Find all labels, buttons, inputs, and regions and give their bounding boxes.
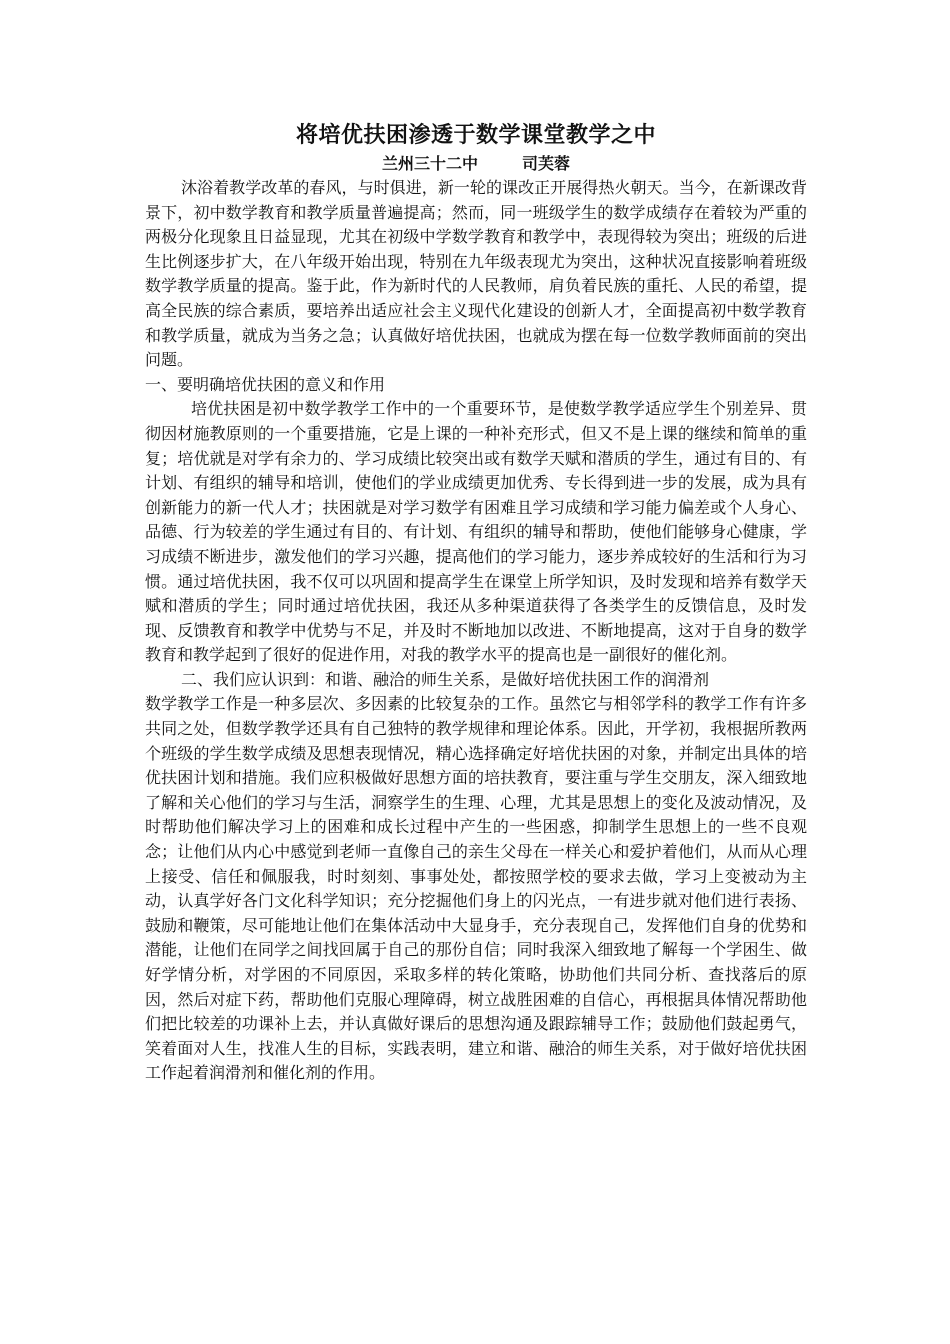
- document-page: [145, 120, 807, 1086]
- intro-paragraph: 沐浴着教学改革的春风，与时俱进，新一轮的课改正开展得热火朝天。当今，在新课改背景下，初中数学教育和教学质量普遍提高；然而，同一班级学生的数学成绩存在着较为严重的两极分化现象且日益显现，尤其在初级中学数学教育和教学中，表现得较为突出；班级的后进生比例逐步扩大，在八年级开始出现，特别在九年级表现尤为突出，这种状况直接影响着班级数学教学质量的提高。鉴于此，作为新时代的人民教师，肩负着民族的重托、人民的希望，提高全民族的综合素质，要培养出适应社会主义现代化建设的创新人才，全面提高初中数学教育和教学质量，就成为当务之急；认真做好培优扶困，也就成为摆在每一位数学教师面前的突出问题。: [145, 178, 807, 370]
- byline: [145, 152, 807, 176]
- section-2-heading: 二、我们应认识到：和谐、融洽的师生关系，是做好培优扶困工作的润滑剂: [181, 669, 710, 689]
- author-name: 司芙蓉: [522, 154, 571, 173]
- school-name: 兰州三十二中: [381, 154, 478, 173]
- section-2-paragraph: 数学教学工作是一种多层次、多因素的比较复杂的工作。虽然它与相邻学科的教学工作有许多共同之处，但数学教学还具有自己独特的教学规律和理论体系。因此，开学初，我根据所教两个班级的学生数学成绩及思想表现情况，精心选择确定好培优扶困的对象，并制定出具体的培优扶困计划和措施。我们应积极做好思想方面的培扶教育，要注重与学生交朋友，深入细致地了解和关心他们的学习与生活，洞察学生的生理、心理，尤其是思想上的变化及波动情况，及时帮助他们解决学习上的困难和成长过程中产生的一些困惑，抑制学生思想上的一些不良观念；让他们从内心中感觉到老师一直像自己的亲生父母在一样关心和爱护着他们，从而从心理上接受、信任和佩服我，时时刻刻、事事处处，都按照学校的要求去做，学习上变被动为主动，认真学好各门文化科学知识；充分挖掘他们身上的闪光点，一有进步就对他们进行表扬、鼓励和鞭策，尽可能地让他们在集体活动中大显身手，充分表现自己，发挥他们自身的优势和潜能，让他们在同学之间找回属于自己的那份自信；同时我深入细致地了解每一个学困生、做好学情分析，对学困的不同原因，采取多样的转化策略，协助他们共同分析、查找落后的原因，然后对症下药，帮助他们克服心理障碍，树立战胜困难的自信心，再根据具体情况帮助他们把比较差的功课补上去，并认真做好课后的思想沟通及跟踪辅导工作；鼓励他们鼓起勇气，笑着面对人生，找准人生的目标，实践表明，建立和谐、融洽的师生关系，对于做好培优扶困工作起着润滑剂和催化剂的作用。: [145, 694, 807, 1083]
- section-1-paragraph: 培优扶困是初中数学教学工作中的一个重要环节，是使数学教学适应学生个别差异、贯彻因材施教原则的一个重要措施，它是上课的一种补充形式，但又不是上课的继续和简单的重复；培优就是对学有余力的、学习成绩比较突出或有数学天赋和潜质的学生，通过有目的、有计划、有组织的辅导和培训，使他们的学业成绩更加优秀、专长得到进一步的发展，成为具有创新能力的新一代人才；扶困就是对学习数学有困难且学习成绩和学习能力偏差或个人身心、品德、行为较差的学生通过有目的、有计划、有组织的辅导和帮助，使他们能够身心健康，学习成绩不断进步，激发他们的学习兴趣，提高他们的学习能力，逐步养成较好的生活和行为习惯。通过培优扶困，我不仅可以巩固和提高学生在课堂上所学知识，及时发现和培养有数学天赋和潜质的学生；同时通过培优扶困，我还从多种渠道获得了各类学生的反馈信息，及时发现、反馈教育和教学中优势与不足，并及时不断地加以改进、不断地提高，这对于自身的数学教育和教学起到了很好的促进作用，对我的教学水平的提高也是一副很好的催化剂。: [145, 399, 807, 665]
- section-1-heading: 一、要明确培优扶困的意义和作用: [145, 374, 386, 394]
- document-title: 将培优扶困渗透于数学课堂教学之中: [295, 123, 656, 148]
